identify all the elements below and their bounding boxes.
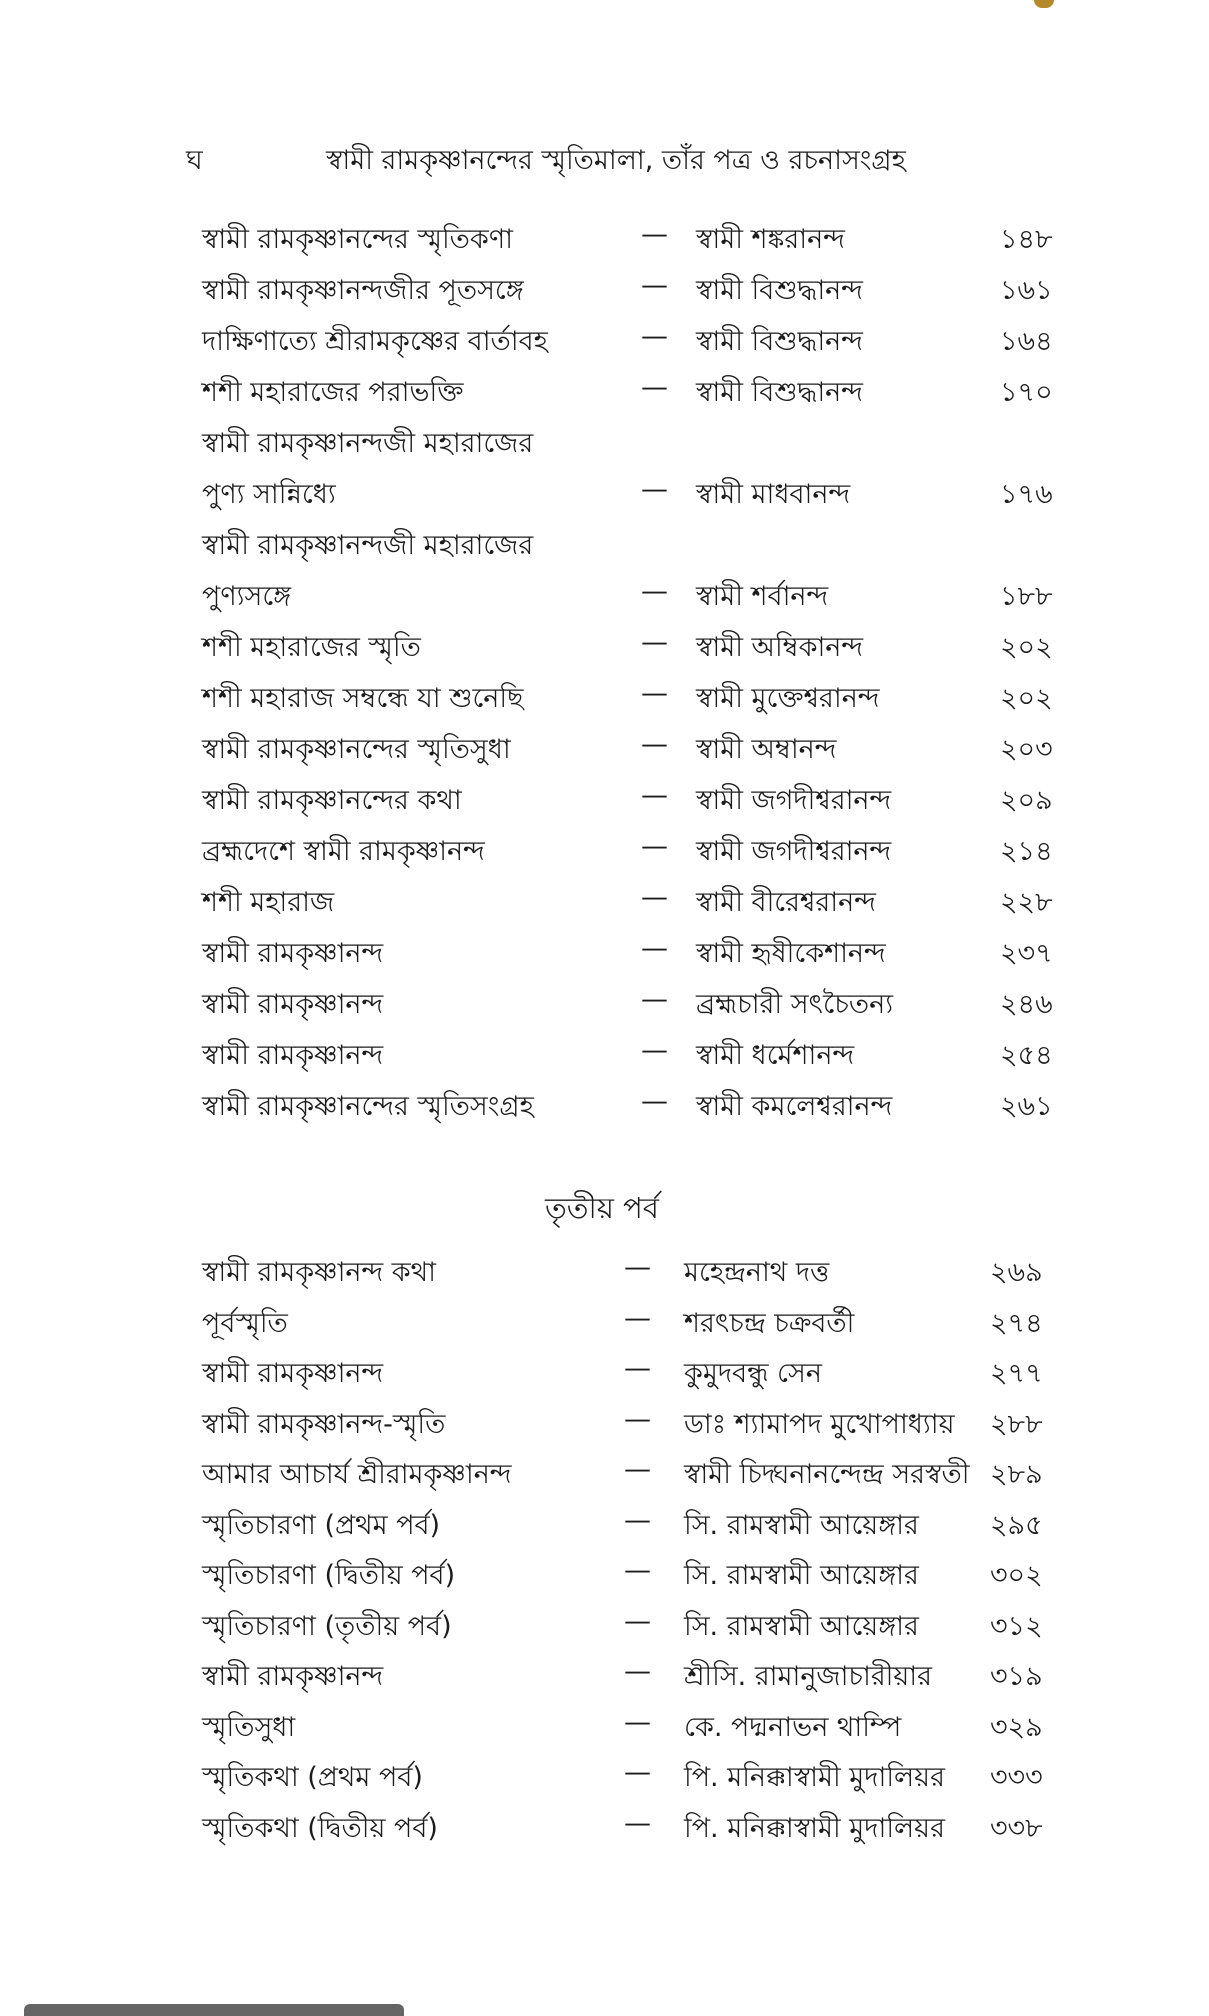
- toc-title: স্বামী রামকৃষ্ণানন্দের স্মৃতিসংগ্রহ: [202, 1091, 534, 1122]
- toc-dash: —: [624, 1454, 651, 1485]
- toc-title: পুণ্য সান্নিধ্যে: [202, 479, 336, 510]
- toc-row: [0, 1707, 1209, 1747]
- toc-title: স্বামী রামকৃষ্ণানন্দ: [202, 1661, 384, 1692]
- toc-page-number: ৩১২: [990, 1610, 1043, 1642]
- toc-row: [0, 219, 1209, 259]
- toc-title: স্বামী রামকৃষ্ণানন্দ: [202, 989, 384, 1020]
- toc-dash: —: [641, 1035, 668, 1066]
- toc-page-number: ১৬১: [1000, 275, 1053, 306]
- toc-author: ব্রহ্মচারী সৎচৈতন্য: [696, 989, 894, 1020]
- toc-author: স্বামী অম্বিকানন্দ: [696, 632, 864, 663]
- toc-page-number: ২৬১: [1000, 1091, 1053, 1122]
- toc-title: স্বামী রামকৃষ্ণানন্দজী মহারাজের: [202, 530, 534, 561]
- toc-author: স্বামী মুক্তেশ্বরানন্দ: [696, 683, 880, 714]
- toc-author: ডাঃ শ্যামাপদ মুখোপাধ্যায়: [684, 1408, 955, 1440]
- toc-page-number: ২০২: [1000, 632, 1053, 663]
- toc-title: পুণ্যসঙ্গে: [202, 581, 292, 612]
- section-heading: তৃতীয় পর্ব: [545, 1191, 659, 1225]
- toc-row: [0, 1404, 1209, 1444]
- toc-title: স্বামী রামকৃষ্ণানন্দের কথা: [202, 785, 462, 816]
- toc-title: স্বামী রামকৃষ্ণানন্দ: [202, 1358, 384, 1389]
- toc-dash: —: [624, 1656, 651, 1687]
- toc-page-number: ২৮৮: [990, 1408, 1043, 1440]
- toc-page-number: ২৪৬: [1000, 989, 1053, 1020]
- toc-dash: —: [641, 1086, 668, 1117]
- toc-row: [0, 1353, 1209, 1393]
- toc-row: [0, 372, 1209, 412]
- toc-title: শশী মহারাজ সম্বন্ধে যা শুনেছি: [202, 683, 524, 714]
- toc-dash: —: [624, 1403, 651, 1435]
- toc-author: কুমুদবন্ধু সেন: [684, 1358, 822, 1389]
- toc-page-number: ২২৮: [1000, 887, 1053, 918]
- toc-dash: —: [641, 678, 668, 709]
- toc-row: [0, 984, 1209, 1024]
- toc-page-number: ২৮৯: [990, 1459, 1043, 1490]
- toc-author: স্বামী বীরেশ্বরানন্দ: [696, 887, 876, 918]
- toc-page-number: ১৭৬: [1000, 479, 1053, 510]
- toc-page-number: ৩১৯: [990, 1661, 1043, 1692]
- toc-title: স্বামী রামকৃষ্ণানন্দজীর পূতসঙ্গে: [202, 275, 524, 306]
- toc-page-number: ৩২৯: [990, 1711, 1043, 1743]
- toc-title: স্মৃতিচারণা (প্রথম পর্ব): [202, 1509, 441, 1541]
- toc-row: [0, 1606, 1209, 1646]
- toc-dash: —: [641, 780, 668, 811]
- toc-title: স্মৃতিচারণা (তৃতীয় পর্ব): [202, 1610, 452, 1642]
- toc-title: শশী মহারাজের পরাভক্তি: [202, 377, 464, 408]
- toc-dash: —: [641, 831, 668, 862]
- toc-dash: —: [641, 933, 668, 964]
- toc-title: স্বামী রামকৃষ্ণানন্দ: [202, 938, 384, 969]
- toc-page-number: ২৯৫: [990, 1509, 1043, 1541]
- toc-title: শশী মহারাজ: [202, 887, 335, 918]
- toc-author: স্বামী শর্বানন্দ: [696, 581, 829, 612]
- toc-dash: —: [641, 372, 668, 403]
- toc-title: স্বামী রামকৃষ্ণানন্দ: [202, 1040, 384, 1071]
- toc-author: স্বামী জগদীশ্বরানন্দ: [696, 836, 892, 867]
- ink-smudge: [1034, 0, 1054, 8]
- toc-row: [0, 933, 1209, 973]
- toc-title: স্মৃতিকথা (প্রথম পর্ব): [202, 1762, 423, 1793]
- toc-title: শশী মহারাজের স্মৃতি: [202, 632, 421, 663]
- toc-row: [0, 678, 1209, 718]
- toc-author: সি. রামস্বামী আয়েঙ্গার: [684, 1509, 919, 1541]
- toc-page-number: ৩৩৮: [990, 1812, 1043, 1844]
- running-header-title: স্বামী রামকৃষ্ণানন্দের স্মৃতিমালা, তাঁর পত্র ও রচনাসংগ্রহ: [326, 145, 906, 176]
- toc-page-number: ২০২: [1000, 683, 1053, 714]
- toc-dash: —: [624, 1302, 651, 1334]
- page-edge-shadow: [24, 2004, 404, 2016]
- toc-row: [0, 831, 1209, 871]
- toc-dash: —: [641, 984, 668, 1015]
- toc-dash: —: [641, 576, 668, 607]
- toc-author: স্বামী বিশুদ্ধানন্দ: [696, 377, 863, 408]
- toc-author: স্বামী কমলেশ্বরানন্দ: [696, 1091, 893, 1122]
- toc-page-number: ২৭৭: [990, 1358, 1043, 1389]
- toc-author: সি. রামস্বামী আয়েঙ্গার: [684, 1560, 919, 1591]
- toc-page-number: ২৩৭: [1000, 938, 1053, 969]
- toc-dash: —: [641, 219, 668, 250]
- toc-row: [0, 474, 1209, 514]
- toc-dash: —: [624, 1757, 651, 1788]
- toc-dash: —: [641, 474, 668, 505]
- toc-dash: —: [641, 882, 668, 913]
- toc-dash: —: [624, 1605, 651, 1637]
- toc-row: [0, 1035, 1209, 1075]
- toc-author: স্বামী মাধবানন্দ: [696, 479, 851, 510]
- toc-author: সি. রামস্বামী আয়েঙ্গার: [684, 1610, 919, 1642]
- toc-row: [0, 423, 1209, 463]
- toc-page-number: ২৬৯: [990, 1257, 1043, 1288]
- toc-author: স্বামী বিশুদ্ধানন্দ: [696, 326, 863, 357]
- toc-dash: —: [624, 1807, 651, 1839]
- toc-page-number: ২০৩: [1000, 734, 1053, 765]
- toc-author: মহেন্দ্রনাথ দত্ত: [684, 1257, 830, 1288]
- page-number-letter: ঘ: [186, 145, 203, 176]
- toc-author: পি. মনিক্কাস্বামী মুদালিয়র: [684, 1762, 945, 1793]
- toc-author: শরৎচন্দ্র চক্রবর্তী: [684, 1307, 855, 1339]
- toc-dash: —: [624, 1252, 651, 1283]
- toc-dash: —: [624, 1555, 651, 1586]
- toc-row: [0, 576, 1209, 616]
- toc-row: [0, 270, 1209, 310]
- toc-author: স্বামী ধর্মেশানন্দ: [696, 1040, 855, 1071]
- toc-title: স্বামী রামকৃষ্ণানন্দের স্মৃতিকণা: [202, 224, 513, 255]
- toc-row: [0, 321, 1209, 361]
- toc-page-number: ২৫৪: [1000, 1040, 1053, 1071]
- toc-dash: —: [624, 1504, 651, 1536]
- toc-row: [0, 525, 1209, 565]
- toc-author: স্বামী চিদ্ঘনানন্দেন্দ্র সরস্বতী: [684, 1459, 970, 1490]
- toc-author: স্বামী শঙ্করানন্দ: [696, 224, 845, 255]
- toc-author: স্বামী হৃষীকেশানন্দ: [696, 938, 886, 969]
- toc-author: পি. মনিক্কাস্বামী মুদালিয়র: [684, 1812, 945, 1844]
- toc-title: স্মৃতিসুধা: [202, 1711, 296, 1743]
- toc-author: শ্রীসি. রামানুজাচারীয়ার: [684, 1661, 932, 1692]
- toc-row: [0, 1757, 1209, 1797]
- toc-author: স্বামী অম্বানন্দ: [696, 734, 837, 765]
- toc-page-number: ১৭০: [1000, 377, 1053, 408]
- toc-title: স্মৃতিকথা (দ্বিতীয় পর্ব): [202, 1812, 438, 1844]
- toc-dash: —: [641, 627, 668, 658]
- toc-title: পূর্বস্মৃতি: [202, 1307, 288, 1339]
- toc-author: কে. পদ্মনাভন থাম্পি: [684, 1711, 902, 1743]
- toc-page-number: ২০৯: [1000, 785, 1053, 816]
- toc-title: স্বামী রামকৃষ্ণানন্দ-স্মৃতি: [202, 1408, 446, 1440]
- toc-row: [0, 1303, 1209, 1343]
- toc-row: [0, 1454, 1209, 1494]
- toc-row: [0, 1505, 1209, 1545]
- toc-dash: —: [641, 321, 668, 352]
- toc-title: ব্রহ্মদেশে স্বামী রামকৃষ্ণানন্দ: [202, 836, 485, 867]
- toc-title: আমার আচার্য শ্রীরামকৃষ্ণানন্দ: [202, 1459, 512, 1490]
- toc-author: স্বামী বিশুদ্ধানন্দ: [696, 275, 863, 306]
- toc-title: দাক্ষিণাত্যে শ্রীরামকৃষ্ণের বার্তাবহ: [202, 326, 548, 357]
- toc-page-number: ১৬৪: [1000, 326, 1053, 357]
- toc-author: স্বামী জগদীশ্বরানন্দ: [696, 785, 892, 816]
- toc-title: স্বামী রামকৃষ্ণানন্দের স্মৃতিসুধা: [202, 734, 511, 765]
- toc-page-number: ৩৩৩: [990, 1762, 1043, 1793]
- toc-title: স্মৃতিচারণা (দ্বিতীয় পর্ব): [202, 1560, 456, 1591]
- toc-row: [0, 729, 1209, 769]
- toc-page-number: ১৪৮: [1000, 224, 1053, 255]
- toc-page-number: ২৭৪: [990, 1307, 1043, 1339]
- toc-row: [0, 882, 1209, 922]
- toc-row: [0, 780, 1209, 820]
- toc-page-number: ৩০২: [990, 1560, 1043, 1591]
- toc-page-number: ১৮৮: [1000, 581, 1053, 612]
- toc-row: [0, 1656, 1209, 1696]
- toc-row: [0, 1252, 1209, 1292]
- toc-row: [0, 1555, 1209, 1595]
- toc-dash: —: [641, 270, 668, 301]
- toc-dash: —: [624, 1353, 651, 1384]
- toc-title: স্বামী রামকৃষ্ণানন্দ কথা: [202, 1257, 436, 1288]
- toc-dash: —: [641, 729, 668, 760]
- toc-row: [0, 627, 1209, 667]
- toc-dash: —: [624, 1706, 651, 1738]
- toc-row: [0, 1086, 1209, 1126]
- toc-page-number: ২১৪: [1000, 836, 1053, 867]
- toc-row: [0, 1808, 1209, 1848]
- toc-title: স্বামী রামকৃষ্ণানন্দজী মহারাজের: [202, 428, 534, 459]
